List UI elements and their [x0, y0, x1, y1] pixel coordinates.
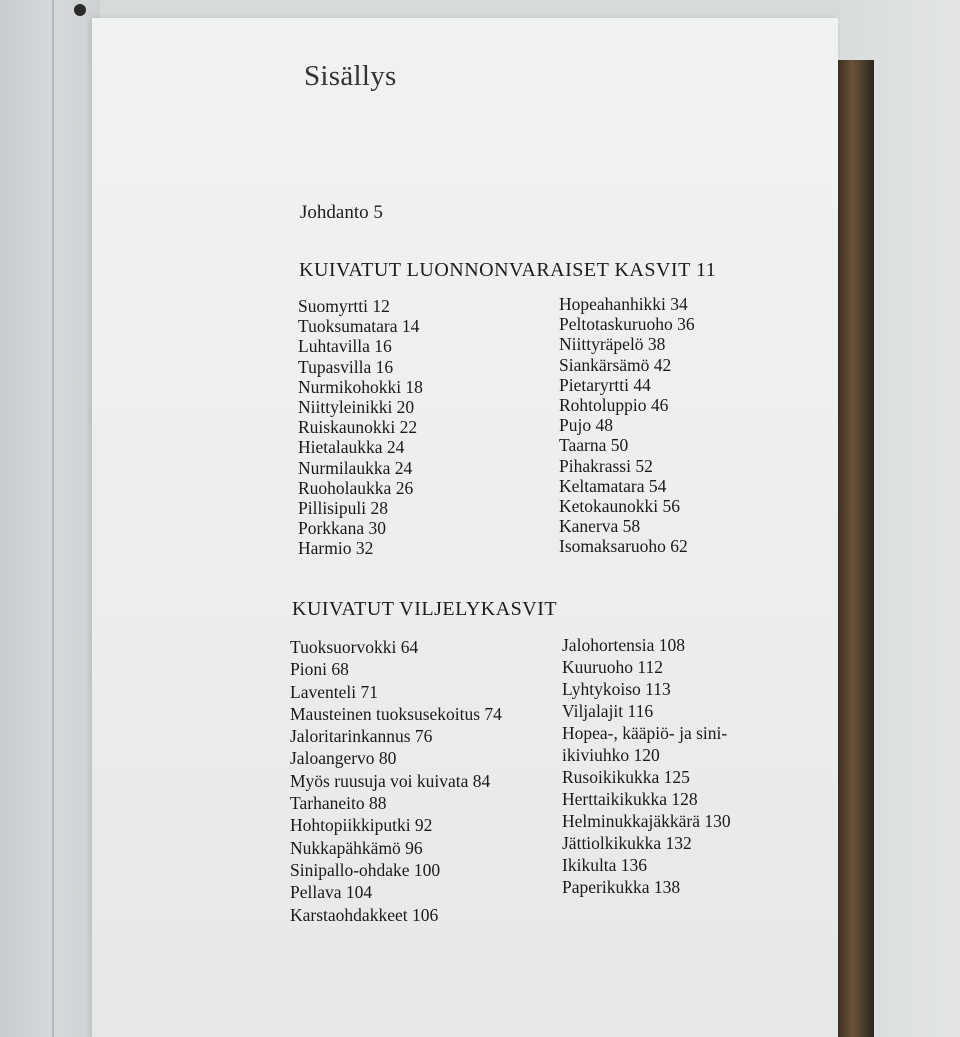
toc-entry: Tupasvilla 16: [298, 356, 394, 377]
toc-entry: Luhtavilla 16: [298, 336, 392, 357]
toc-entry: Porkkana 30: [298, 518, 386, 539]
toc-entry: Jaloangervo 80: [290, 748, 397, 769]
section-title-wild-plants: KUIVATUT LUONNONVARAISET KASVIT 11: [299, 259, 717, 281]
toc-entry: Pillisipuli 28: [298, 498, 388, 519]
toc-list-wild-left: [298, 296, 423, 559]
book-page: [92, 18, 838, 1037]
toc-list-cultivated-right: [562, 634, 731, 898]
toc-entry: Tuoksumatara 14: [298, 316, 420, 337]
toc-entry: Nurmikohokki 18: [298, 376, 423, 397]
toc-entry: Karstaohdakkeet 106: [290, 904, 439, 925]
toc-list-wild-right: [559, 294, 695, 557]
toc-entry: Herttaikikukka 128: [562, 789, 698, 809]
toc-entry: Rohtoluppio 46: [559, 395, 669, 416]
toc-entry: Siankärsämö 42: [559, 354, 672, 375]
spine-line: [52, 0, 54, 1037]
toc-entry: Ketokaunokki 56: [559, 496, 681, 517]
toc-list-cultivated-left: [290, 636, 502, 926]
toc-entry: Laventeli 71: [290, 681, 378, 702]
toc-entry: Pioni 68: [290, 659, 349, 680]
page-title: Sisällys: [304, 60, 397, 92]
toc-entry: Tuoksuorvokki 64: [290, 637, 419, 657]
toc-entry: Kanerva 58: [559, 516, 641, 537]
toc-entry: Lyhtykoiso 113: [562, 679, 671, 699]
binding-mark: [74, 4, 86, 16]
toc-entry: Ruoholaukka 26: [298, 477, 414, 498]
toc-entry: Mausteinen tuoksusekoitus 74: [290, 703, 502, 724]
toc-entry: Hohtopiikkiputki 92: [290, 815, 433, 836]
toc-entry: Rusoikikukka 125: [562, 767, 690, 787]
toc-entry: Hietalaukka 24: [298, 437, 405, 458]
book-cover-edge: [838, 60, 874, 1037]
toc-entry: Harmio 32: [298, 538, 374, 559]
toc-entry: Nurmilaukka 24: [298, 457, 413, 478]
toc-entry: Pihakrassi 52: [559, 455, 653, 476]
toc-entry: Sinipallo-ohdake 100: [290, 859, 441, 880]
toc-entry: ikiviuhko 120: [562, 745, 660, 765]
toc-entry: Kuuruoho 112: [562, 657, 663, 677]
left-page-edge: [0, 0, 100, 1037]
toc-entry: Tarhaneito 88: [290, 793, 387, 814]
toc-entry: Pujo 48: [559, 415, 613, 436]
toc-entry: Niittyräpelö 38: [559, 334, 666, 355]
toc-entry: Ruiskaunokki 22: [298, 417, 418, 438]
toc-entry: Paperikukka 138: [562, 877, 681, 897]
toc-entry: Hopeahanhikki 34: [559, 294, 688, 314]
toc-entry: Taarna 50: [559, 435, 629, 456]
toc-entry-intro: Johdanto 5: [300, 202, 383, 223]
toc-entry: Pellava 104: [290, 882, 373, 903]
section-title-cultivated-plants: KUIVATUT VILJELYKASVIT: [292, 598, 558, 620]
toc-entry: Viljalajit 116: [562, 701, 654, 721]
toc-entry: Hopea-, kääpiö- ja sini-: [562, 723, 728, 743]
toc-entry: Myös ruusuja voi kuivata 84: [290, 770, 491, 791]
toc-entry: Nukkapähkämö 96: [290, 837, 423, 858]
toc-entry: Suomyrtti 12: [298, 296, 390, 316]
toc-entry: Jättiolkikukka 132: [562, 833, 692, 853]
toc-entry: Jalohortensia 108: [562, 635, 685, 655]
toc-entry: Keltamatara 54: [559, 475, 667, 496]
toc-entry: Ikikulta 136: [562, 855, 648, 875]
toc-entry: Isomaksaruoho 62: [559, 536, 688, 557]
toc-entry: Peltotaskuruoho 36: [559, 314, 695, 335]
toc-entry: Niittyleinikki 20: [298, 397, 415, 418]
toc-entry: Pietaryrtti 44: [559, 374, 651, 395]
toc-entry: Jaloritarinkannus 76: [290, 726, 433, 747]
toc-entry: Helminukkajäkkärä 130: [562, 811, 731, 831]
